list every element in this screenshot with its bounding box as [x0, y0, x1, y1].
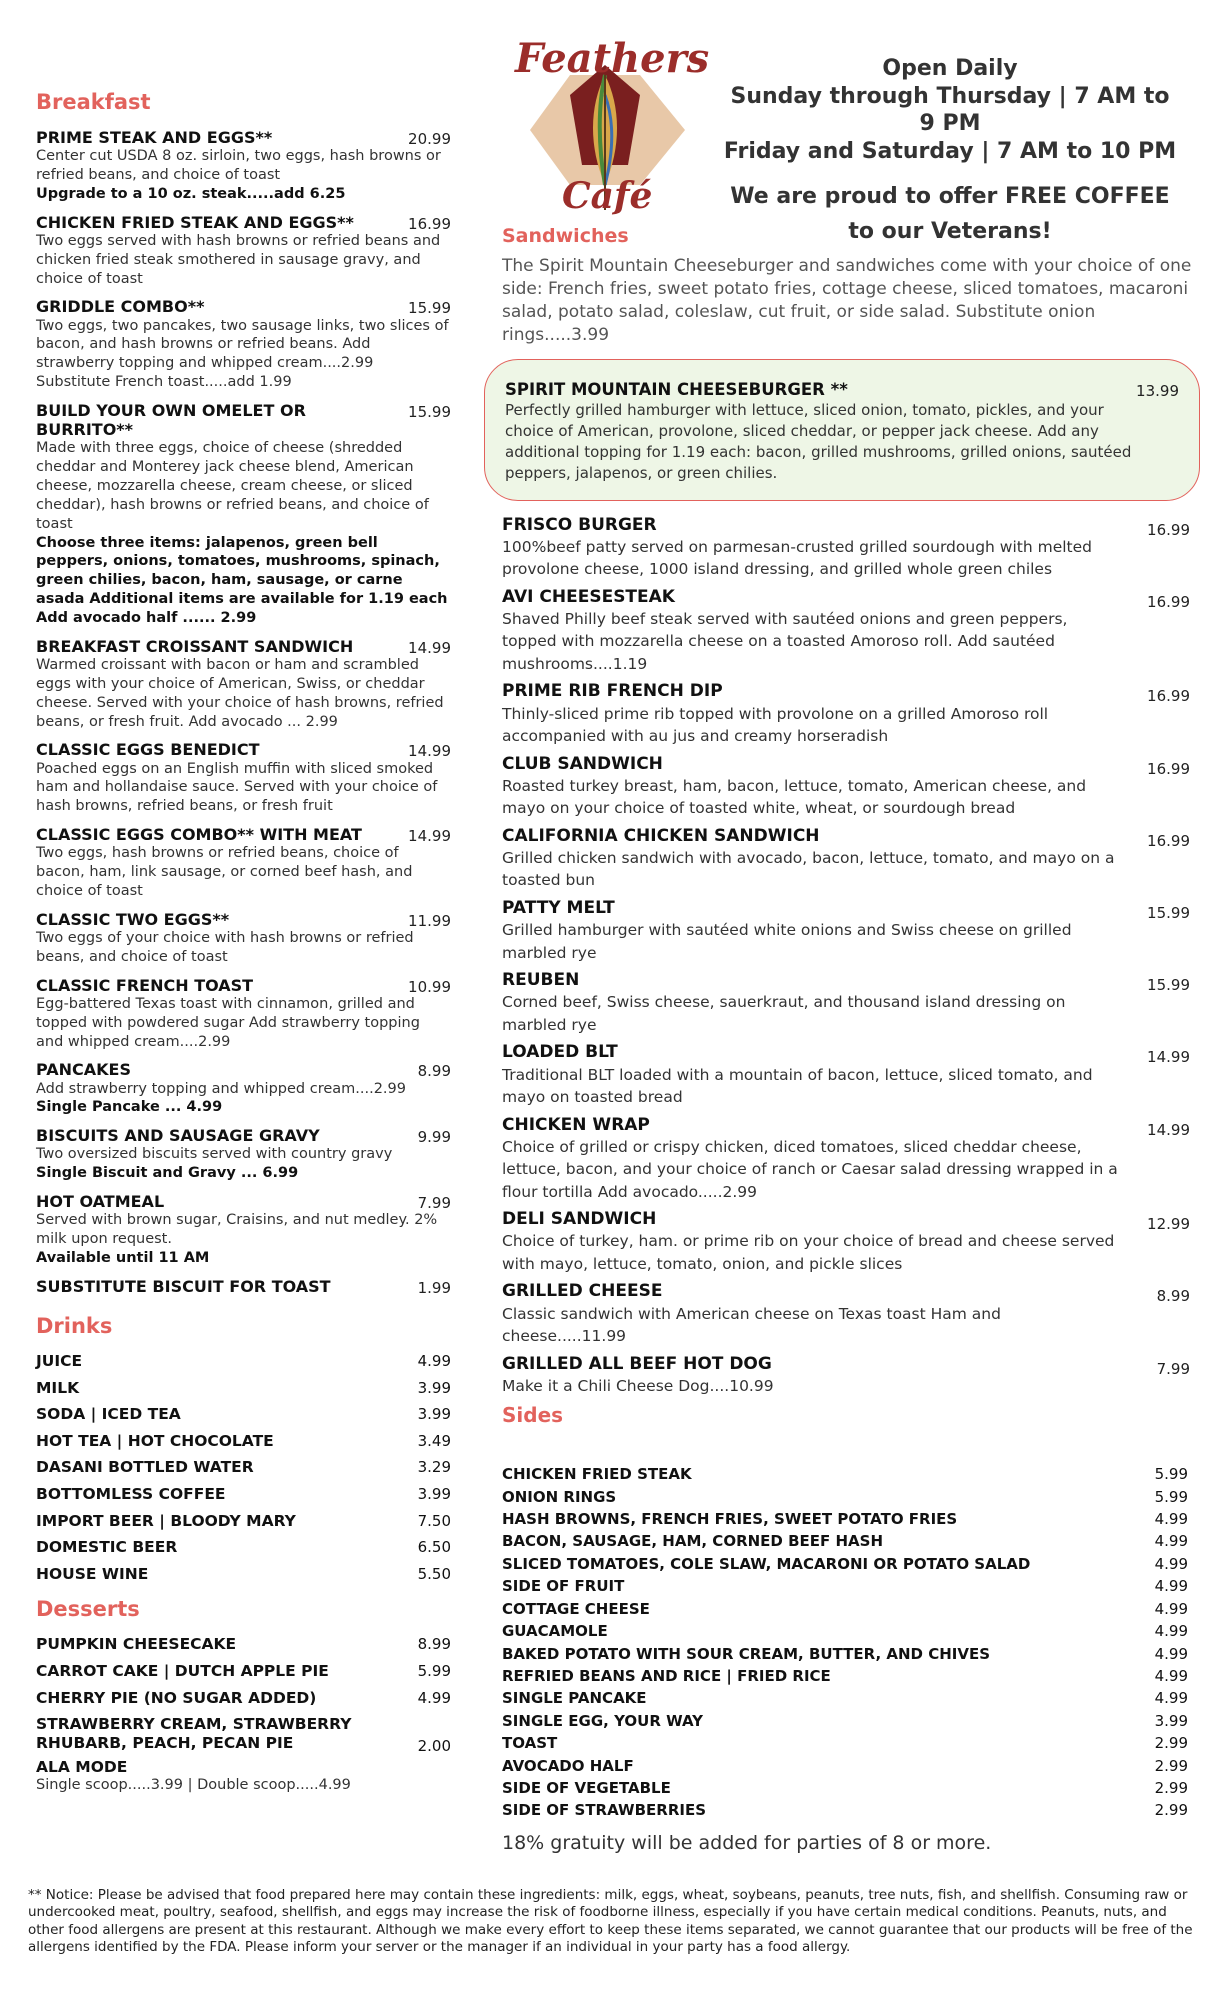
- drink-price: 7.50: [417, 1511, 451, 1530]
- item-description: Grilled hamburger with sautéed white onions and Swiss cheese on grilled marbled rye: [502, 921, 1072, 962]
- item-name: FRISCO BURGER: [502, 514, 657, 535]
- side-item: [502, 1530, 1192, 1552]
- breakfast-item: [36, 1060, 451, 1117]
- item-name: BREAKFAST CROISSANT SANDWICH: [36, 636, 354, 656]
- side-name: SINGLE EGG, YOUR WAY: [502, 1711, 704, 1730]
- item-name: PRIME STEAK AND EGGS**: [36, 128, 273, 147]
- item-description: Center cut USDA 8 oz. sirloin, two eggs, hash browns or refried beans, and choice of toast: [36, 148, 441, 184]
- dessert-item: [36, 1689, 451, 1708]
- open-daily: Open Daily: [882, 56, 1018, 81]
- side-name: BACON, SAUSAGE, HAM, CORNED BEEF HASH: [502, 1532, 884, 1551]
- drink-price: 3.99: [417, 1405, 451, 1424]
- drink-item: [36, 1512, 451, 1531]
- side-price: 4.99: [1154, 1644, 1188, 1663]
- side-price: 4.99: [1154, 1689, 1188, 1708]
- side-item: [502, 1508, 1192, 1530]
- item-price: 14.99: [1147, 1120, 1190, 1139]
- ala-mode-name: ALA MODE: [36, 1758, 128, 1777]
- item-name: BUILD YOUR OWN OMELET OR BURRITO**: [36, 401, 306, 440]
- dessert-price: 4.99: [417, 1688, 451, 1707]
- side-item: [502, 1665, 1192, 1687]
- item-price: 9.99: [417, 1128, 451, 1147]
- side-name: SIDE OF FRUIT: [502, 1577, 625, 1596]
- drink-name: DASANI BOTTLED WATER: [36, 1458, 254, 1477]
- side-item: [502, 1755, 1192, 1777]
- drink-price: 3.29: [417, 1458, 451, 1477]
- side-name: SIDE OF VEGETABLE: [502, 1778, 671, 1797]
- item-price: 1.99: [417, 1278, 451, 1297]
- item-price: 20.99: [408, 130, 451, 148]
- item-price: 8.99: [1156, 1287, 1190, 1306]
- item-description: Egg-battered Texas toast with cinnamon, grilled and topped with powdered sugar Add strawberry topping and whipped cream....2.99: [36, 995, 420, 1050]
- sandwich-item: [502, 681, 1192, 747]
- featured-item-name: SPIRIT MOUNTAIN CHEESEBURGER **: [505, 379, 848, 399]
- left-column: [36, 90, 451, 1802]
- sandwich-list: [502, 515, 1192, 1398]
- breakfast-list: [36, 128, 451, 1296]
- featured-item-price: 13.99: [1136, 381, 1179, 400]
- item-name: CLASSIC TWO EGGS**: [36, 909, 230, 929]
- side-name: BAKED POTATO WITH SOUR CREAM, BUTTER, AND CHIVES: [502, 1644, 991, 1663]
- side-price: 2.99: [1154, 1801, 1188, 1820]
- side-item: [502, 1687, 1192, 1709]
- sandwich-item: [502, 1042, 1192, 1108]
- desserts-heading: Desserts: [36, 1597, 140, 1622]
- drink-price: 5.50: [417, 1564, 451, 1583]
- side-name: COTTAGE CHEESE: [502, 1599, 650, 1618]
- item-name: AVI CHEESESTEAK: [502, 586, 675, 607]
- item-description: Classic sandwich with American cheese on Texas toast Ham and cheese.....11.99: [502, 1304, 1001, 1346]
- item-price: 16.99: [1147, 831, 1190, 850]
- drink-price: 4.99: [417, 1352, 451, 1371]
- side-name: SIDE OF STRAWBERRIES: [502, 1801, 707, 1820]
- side-item: [502, 1553, 1192, 1575]
- item-name: CHICKEN WRAP: [502, 1114, 650, 1135]
- item-description: Make it a Chili Cheese Dog....10.99: [502, 1376, 774, 1395]
- side-name: SINGLE PANCAKE: [502, 1689, 647, 1708]
- item-price: 10.99: [408, 977, 451, 996]
- item-name: GRIDDLE COMBO**: [36, 297, 205, 317]
- item-price: 15.99: [408, 299, 451, 318]
- side-item: [502, 1732, 1192, 1754]
- sandwich-item: [502, 1115, 1192, 1204]
- hours-weekday: Sunday through Thursday | 7 AM to 9 PM: [730, 83, 1170, 136]
- dessert-price: 5.99: [417, 1662, 451, 1680]
- drink-name: BOTTOMLESS COFFEE: [36, 1485, 226, 1504]
- item-description: Two eggs, two pancakes, two sausage links, two slices of bacon, and hash browns or refried beans. Add strawberry topping and whipped cream....2.99 Substitute French toast.....add 1.99: [36, 317, 449, 391]
- item-price: 15.99: [1147, 976, 1190, 995]
- drink-name: JUICE: [36, 1352, 83, 1371]
- item-name: DELI SANDWICH: [502, 1209, 657, 1230]
- drink-item: [36, 1432, 451, 1451]
- side-price: 2.99: [1154, 1778, 1188, 1797]
- side-price: 4.99: [1154, 1532, 1188, 1551]
- dessert-item: [36, 1635, 451, 1654]
- sandwiches-heading: Sandwiches: [502, 225, 629, 247]
- item-description: Grilled chicken sandwich with avocado, bacon, lettuce, tomato, and mayo on a toasted bun: [502, 849, 1115, 890]
- item-price: 14.99: [1147, 1048, 1190, 1067]
- side-price: 3.99: [1154, 1711, 1188, 1730]
- item-description: Choice of grilled or crispy chicken, diced tomatoes, sliced cheddar cheese, lettuce, bacon, and your choice of ranch or Caesar salad dressing wrapped in a flour tortilla Add avocado.....2.99: [502, 1137, 1118, 1201]
- side-item: [502, 1710, 1192, 1732]
- item-description: Roasted turkey breast, ham, bacon, lettuce, tomato, American cheese, and mayo on your choice of toasted white, wheat, or sourdough bread: [502, 776, 1087, 818]
- veterans-line-2: to our Veterans!: [848, 219, 1052, 245]
- sides-list: [502, 1463, 1192, 1822]
- item-description: Warmed croissant with bacon or ham and scrambled eggs with your choice of American, Swiss, or cheddar cheese. Served with your choice of hash browns, refried beans, or fresh fruit. Add avocado ... 2.99: [36, 657, 444, 730]
- side-price: 2.99: [1154, 1756, 1188, 1775]
- ala-mode-item: [36, 1758, 451, 1794]
- featured-item-desc: Perfectly grilled hamburger with lettuce, sliced onion, tomato, pickles, and your choice of American, provolone, sliced cheddar, or pepper jack cheese. Add any additional topping for 1.19 each: bacon, grilled mushrooms, grilled onions, sautéed peppers, jalapenos, or green chilies.: [505, 400, 1132, 482]
- breakfast-item: [36, 910, 451, 967]
- hours-weekend: Friday and Saturday | 7 AM to 10 PM: [723, 138, 1177, 164]
- drink-item: [36, 1405, 451, 1424]
- drink-price: 6.50: [417, 1538, 451, 1557]
- item-name: HOT OATMEAL: [36, 1192, 165, 1212]
- item-note: Available until 11 AM: [36, 1250, 210, 1267]
- item-description: Corned beef, Swiss cheese, sauerkraut, and thousand island dressing on marbled rye: [502, 993, 1066, 1034]
- breakfast-item: [36, 976, 451, 1052]
- item-note: Upgrade to a 10 oz. steak.....add 6.25: [36, 185, 346, 202]
- item-price: 14.99: [408, 827, 451, 846]
- item-name: LOADED BLT: [502, 1042, 618, 1063]
- item-name: REUBEN: [502, 970, 580, 991]
- side-item: [502, 1486, 1192, 1508]
- side-name: GUACAMOLE: [502, 1622, 608, 1641]
- item-note: Single Biscuit and Gravy ... 6.99: [36, 1165, 299, 1182]
- drink-name: HOUSE WINE: [36, 1564, 149, 1583]
- item-description: Made with three eggs, choice of cheese (shredded cheddar and Monterey jack cheese blend, American cheese, mozzarella cheese, cream cheese, or sliced cheddar), hash browns or refried beans, and choice of toast: [36, 440, 429, 532]
- drink-name: MILK: [36, 1378, 80, 1397]
- side-item: [502, 1777, 1192, 1799]
- dessert-price: 2.00: [417, 1737, 451, 1756]
- item-price: 15.99: [408, 403, 451, 421]
- right-column: [502, 225, 1192, 1854]
- logo-title: Feathers: [515, 35, 710, 82]
- sandwiches-intro: The Spirit Mountain Cheeseburger and sandwiches come with your choice of one side: French fries, sweet potato fries, cottage cheese, sliced tomatoes, macaroni salad, potato salad, coleslaw, cut fruit, or side salad. Substitute onion rings.....3.99: [502, 256, 1192, 345]
- side-price: 4.99: [1154, 1599, 1188, 1618]
- dessert-name: CHERRY PIE (NO SUGAR ADDED): [36, 1688, 317, 1707]
- cafe-logo: [510, 35, 710, 225]
- sandwich-item: [502, 1209, 1192, 1275]
- item-description: Two eggs, hash browns or refried beans, choice of bacon, ham, link sausage, or corned beef hash, and choice of toast: [36, 845, 413, 899]
- logo-subtitle: Café: [562, 175, 653, 217]
- drink-item: [36, 1485, 451, 1504]
- item-name: PANCAKES: [36, 1060, 132, 1080]
- side-price: 5.99: [1154, 1487, 1188, 1506]
- item-description: Poached eggs on an English muffin with sliced smoked ham and hollandaise sauce. Served with your choice of hash browns, refried beans, or fresh fruit: [36, 760, 438, 815]
- item-description: Shaved Philly beef steak served with sautéed onions and green peppers, topped with mozzarella cheese on a toasted Amoroso roll. Add sautéed mushrooms....1.19: [502, 609, 1068, 673]
- drink-name: HOT TEA | HOT CHOCOLATE: [36, 1431, 274, 1450]
- item-price: 14.99: [408, 638, 451, 657]
- breakfast-item: [36, 128, 451, 204]
- side-item: [502, 1620, 1192, 1642]
- item-price: 16.99: [1147, 759, 1190, 778]
- drink-price: 3.99: [417, 1378, 451, 1397]
- drink-name: IMPORT BEER | BLOODY MARY: [36, 1511, 296, 1530]
- breakfast-item: [36, 1126, 451, 1183]
- item-name: BISCUITS AND SAUSAGE GRAVY: [36, 1126, 320, 1146]
- sandwich-item: [502, 587, 1192, 676]
- side-name: SLICED TOMATOES, COLE SLAW, MACARONI OR POTATO SALAD: [502, 1554, 1031, 1573]
- item-price: 16.99: [1147, 592, 1190, 611]
- side-price: 4.99: [1154, 1622, 1188, 1641]
- sandwich-item: [502, 515, 1192, 581]
- item-price: 14.99: [408, 742, 451, 761]
- item-price: 12.99: [1147, 1215, 1190, 1234]
- breakfast-heading: Breakfast: [36, 90, 151, 114]
- item-name: GRILLED CHEESE: [502, 1281, 663, 1302]
- item-note: Single Pancake ... 4.99: [36, 1099, 223, 1116]
- allergen-notice: ** Notice: Please be advised that food prepared here may contain these ingredients: milk, eggs, wheat, soybeans, peanuts, tree nuts, fish, and shellfish. Consuming raw or undercooked meat, poultry, seafood, shellfish, and eggs may increase the risk of foodborne illness, especially if you have certain medical conditions. Peanuts, nuts, and other food allergens are present at this restaurant. Although we make every effort to keep these items separated, we cannot guarantee that our products will be free of the allergens identified by the FDA. Please inform your server or the manager if an individual in your party has a food allergy.: [28, 1887, 1193, 1955]
- breakfast-item: [36, 401, 451, 628]
- hours-block: [720, 55, 1180, 249]
- sandwich-item: [502, 826, 1192, 892]
- dessert-item: [36, 1715, 451, 1756]
- side-price: 5.99: [1154, 1465, 1188, 1484]
- item-price: 15.99: [1147, 903, 1190, 922]
- side-item: [502, 1598, 1192, 1620]
- sandwich-item: [502, 1281, 1192, 1347]
- dessert-item: [36, 1662, 451, 1681]
- side-price: 4.99: [1154, 1510, 1188, 1529]
- side-name: REFRIED BEANS AND RICE | FRIED RICE: [502, 1666, 831, 1685]
- drinks-list: [36, 1352, 451, 1583]
- breakfast-item: [36, 825, 451, 901]
- item-price: 8.99: [417, 1062, 451, 1081]
- item-price: 11.99: [408, 911, 451, 930]
- side-price: 4.99: [1154, 1666, 1188, 1685]
- breakfast-item: [36, 213, 451, 289]
- item-description: Served with brown sugar, Craisins, and nut medley. 2% milk upon request.: [36, 1212, 438, 1248]
- item-name: CLUB SANDWICH: [502, 753, 663, 774]
- item-description: Traditional BLT loaded with a mountain of bacon, lettuce, sliced tomato, and mayo on toasted bread: [502, 1065, 1093, 1107]
- sandwich-item: [502, 898, 1192, 964]
- drink-item: [36, 1458, 451, 1477]
- item-name: CHICKEN FRIED STEAK AND EGGS**: [36, 212, 354, 232]
- item-price: 7.99: [1156, 1359, 1190, 1378]
- side-name: AVOCADO HALF: [502, 1756, 634, 1775]
- breakfast-item: [36, 637, 451, 732]
- item-description: Two eggs served with hash browns or refried beans and chicken fried steak smothered in sausage gravy, and choice of toast: [36, 232, 441, 287]
- featured-item: [505, 380, 1179, 484]
- drink-item: [36, 1565, 451, 1584]
- breakfast-item: [36, 297, 451, 392]
- item-price: 16.99: [1147, 520, 1190, 539]
- item-description: Thinly-sliced prime rib topped with provolone on a grilled Amoroso roll accompanied with au jus and creamy horseradish: [502, 704, 1049, 746]
- side-name: CHICKEN FRIED STEAK: [502, 1465, 692, 1484]
- side-name: ONION RINGS: [502, 1487, 617, 1506]
- breakfast-item: [36, 740, 451, 816]
- item-name: CLASSIC FRENCH TOAST: [36, 975, 254, 995]
- side-item: [502, 1463, 1192, 1485]
- drink-price: 3.99: [417, 1485, 451, 1504]
- item-note: Choose three items: jalapenos, green bell peppers, onions, tomatoes, mushrooms, spinach, green chilies, bacon, ham, sausage, or carne asada Additional items are available for 1.19 each Add avocado half ...... 2.99: [36, 534, 448, 626]
- sides-heading: Sides: [502, 1403, 564, 1428]
- sandwich-item: [502, 1354, 1192, 1398]
- dessert-name: PUMPKIN CHEESECAKE: [36, 1635, 237, 1654]
- featured-cheeseburger-box: [484, 359, 1200, 501]
- sandwich-item: [502, 754, 1192, 820]
- item-description: Choice of turkey, ham. or prime rib on your choice of bread and cheese served with mayo, lettuce, tomato, onion, and pickle slices: [502, 1232, 1115, 1273]
- sandwich-item: [502, 970, 1192, 1036]
- item-price: 16.99: [408, 214, 451, 233]
- drink-name: DOMESTIC BEER: [36, 1538, 178, 1557]
- item-name: PRIME RIB FRENCH DIP: [502, 681, 723, 702]
- side-item: [502, 1643, 1192, 1665]
- dessert-name: STRAWBERRY CREAM, STRAWBERRY RHUBARB, PEACH, PECAN PIE: [36, 1715, 352, 1752]
- dessert-name: CARROT CAKE | DUTCH APPLE PIE: [36, 1662, 329, 1680]
- item-price: 16.99: [1147, 687, 1190, 706]
- item-description: 100%beef patty served on parmesan-crusted grilled sourdough with melted provolone cheese, 1000 island dressing, and grilled whole green chiles: [502, 537, 1092, 579]
- drink-item: [36, 1352, 451, 1371]
- veterans-line-1: We are proud to offer FREE COFFEE: [730, 184, 1170, 209]
- side-name: TOAST: [502, 1734, 558, 1753]
- side-price: 2.99: [1154, 1734, 1188, 1753]
- breakfast-item: [36, 1277, 451, 1296]
- drink-item: [36, 1379, 451, 1398]
- breakfast-item: [36, 1192, 451, 1268]
- side-name: HASH BROWNS, FRENCH FRIES, SWEET POTATO FRIES: [502, 1510, 958, 1529]
- side-item: [502, 1799, 1192, 1821]
- dessert-price: 8.99: [417, 1635, 451, 1654]
- item-description: Two oversized biscuits served with country gravy: [36, 1146, 393, 1163]
- item-name: CLASSIC EGGS BENEDICT: [36, 740, 260, 760]
- drink-item: [36, 1538, 451, 1557]
- item-name: SUBSTITUTE BISCUIT FOR TOAST: [36, 1276, 331, 1296]
- side-price: 4.99: [1154, 1577, 1188, 1596]
- ala-mode-desc: Single scoop.....3.99 | Double scoop.....4.99: [36, 1776, 351, 1793]
- side-price: 4.99: [1154, 1554, 1188, 1573]
- item-name: GRILLED ALL BEEF HOT DOG: [502, 1353, 772, 1374]
- gratuity-note: 18% gratuity will be added for parties of 8 or more.: [502, 1831, 992, 1854]
- item-description: Add strawberry topping and whipped cream....2.99: [36, 1080, 406, 1097]
- item-name: CALIFORNIA CHICKEN SANDWICH: [502, 825, 820, 846]
- item-name: PATTY MELT: [502, 897, 615, 918]
- desserts-list: [36, 1635, 451, 1756]
- drink-price: 3.49: [417, 1431, 451, 1450]
- side-item: [502, 1575, 1192, 1597]
- drinks-heading: Drinks: [36, 1314, 113, 1339]
- item-description: Two eggs of your choice with hash browns or refried beans, and choice of toast: [36, 930, 414, 965]
- item-price: 7.99: [417, 1194, 451, 1213]
- drink-name: SODA | ICED TEA: [36, 1405, 181, 1424]
- item-name: CLASSIC EGGS COMBO** WITH MEAT: [36, 825, 362, 845]
